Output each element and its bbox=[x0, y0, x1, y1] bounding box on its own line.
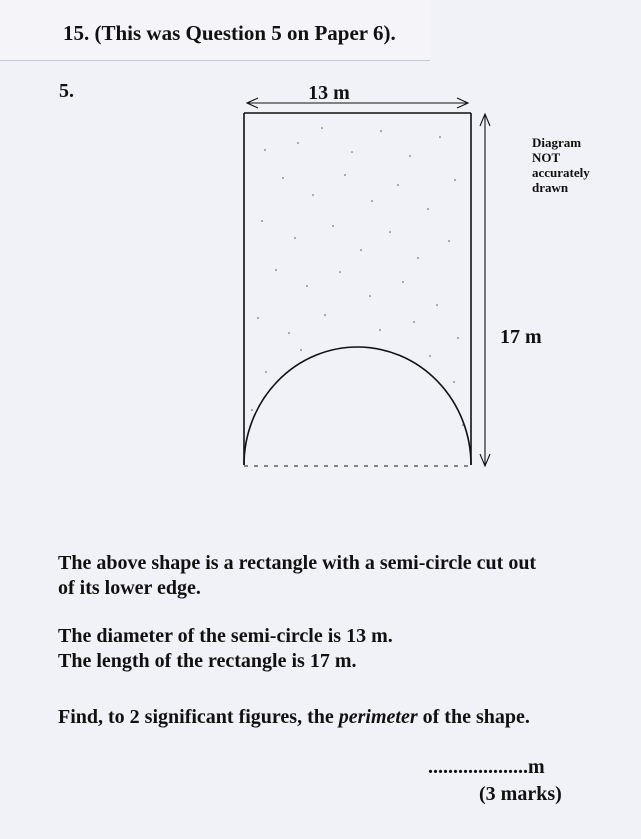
semicircle-arc bbox=[244, 347, 471, 465]
question-heading: 15. (This was Question 5 on Paper 6). bbox=[63, 21, 396, 45]
note-line-1: Diagram bbox=[532, 135, 582, 150]
question-number: 5. bbox=[59, 80, 74, 102]
task-instruction bbox=[58, 705, 530, 730]
note-line-2: NOT bbox=[532, 150, 561, 165]
shading-dots bbox=[251, 127, 464, 426]
length-label: 17 m bbox=[500, 326, 542, 348]
statement-line-2: of its lower edge. bbox=[58, 577, 201, 599]
task-emphasis: perimeter bbox=[338, 706, 418, 728]
given-diameter: The diameter of the semi-circle is 13 m. bbox=[58, 625, 393, 647]
note-line-3: accurately bbox=[532, 165, 590, 180]
given-length: The length of the rectangle is 17 m. bbox=[58, 650, 357, 672]
marks-label: (3 marks) bbox=[479, 783, 562, 805]
statement-line-1: The above shape is a rectangle with a semi-circle cut out bbox=[58, 552, 537, 574]
width-label: 13 m bbox=[308, 82, 350, 104]
task-text-start: Find, to 2 significant figures, the bbox=[58, 706, 339, 728]
note-line-4: drawn bbox=[532, 180, 569, 195]
task-text-end: of the shape. bbox=[417, 706, 530, 728]
answer-line[interactable]: ....................m bbox=[428, 756, 545, 778]
